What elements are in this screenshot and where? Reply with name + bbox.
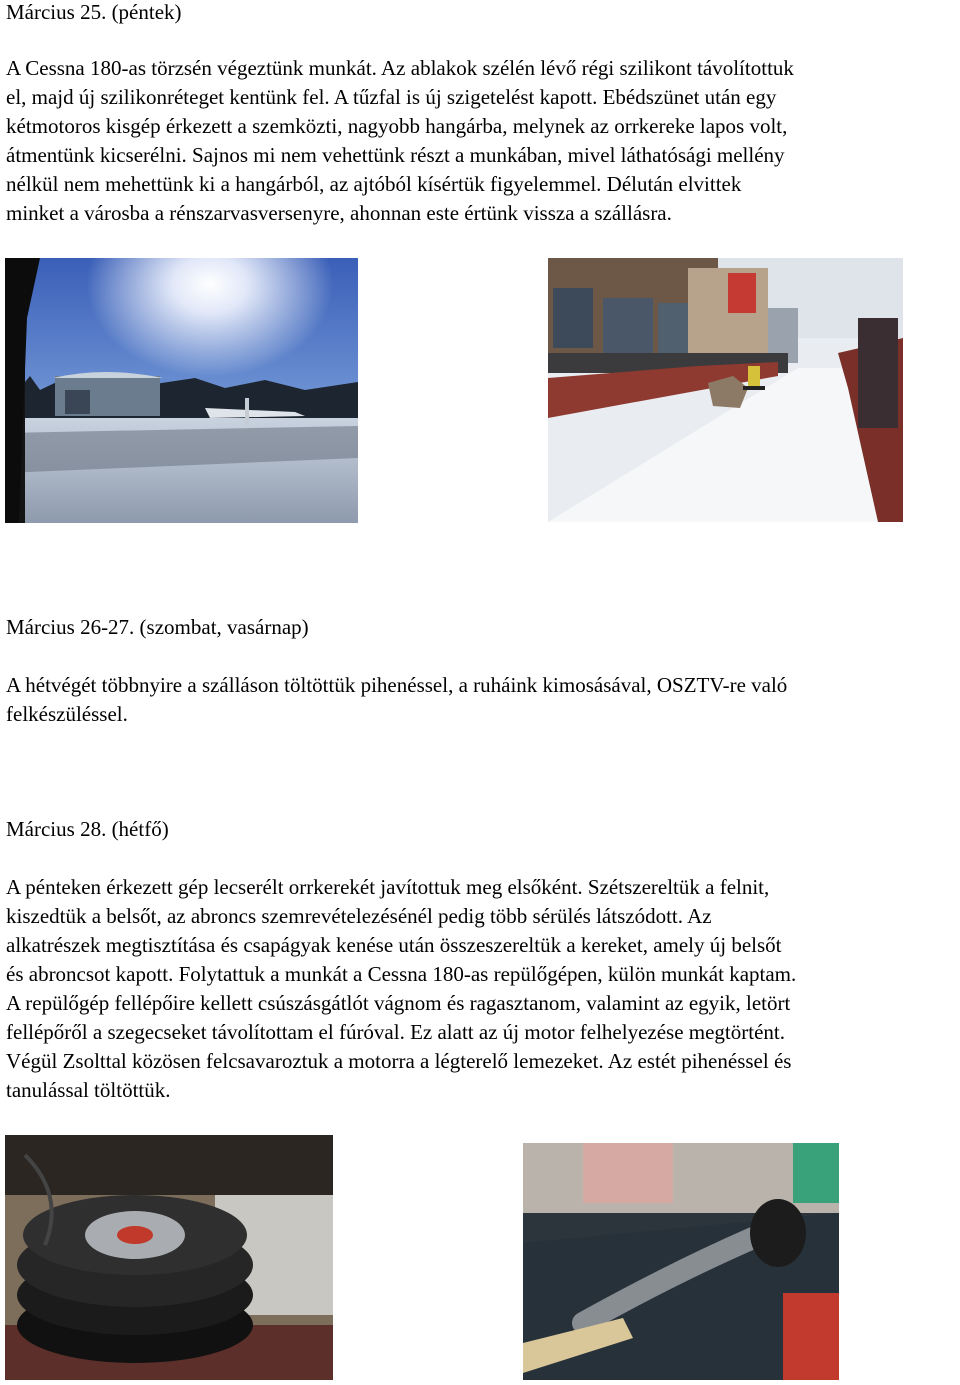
paragraph-line: tanulással töltöttük.	[6, 1078, 171, 1102]
photo-reindeer-race	[548, 258, 903, 522]
paragraph-line: alkatrészek megtisztítása és csapágyak kenése után összeszereltük a kereket, amely új belsőt	[6, 933, 782, 957]
photo-step-drilling	[523, 1143, 839, 1380]
section-heading-march-25: Március 25. (péntek)	[6, 0, 182, 24]
paragraph-line: kiszedtük a belsőt, az abroncs szemrevételezésénél pedig több sérülés látszódott. Az	[6, 904, 712, 928]
section-heading-march-28: Március 28. (hétfő)	[6, 817, 169, 841]
paragraph-line: A repülőgép fellépőire kellett csúszásgátlót vágnom és ragasztanom, valamint az egyik, letört	[6, 991, 791, 1015]
paragraph-line: Végül Zsolttal közösen felcsavaroztuk a motorra a légterelő lemezeket. Az estét pihenéssel és	[6, 1049, 792, 1073]
paragraph-line: nélkül nem mehettünk ki a hangárból, az ajtóból kísértük figyelemmel. Délután elvittek	[6, 172, 742, 196]
paragraph-line: és abroncsot kapott. Folytattuk a munkát a Cessna 180-as repülőgépen, külön munkát kaptam.	[6, 962, 797, 986]
section-heading-march-26-27: Március 26-27. (szombat, vasárnap)	[6, 615, 309, 639]
photo-aircraft-wheel	[5, 1135, 333, 1380]
photo-airfield-hangar	[5, 258, 358, 523]
paragraph-line: fellépőről a szegecseket távolítottam el fúróval. Ez alatt az új motor felhelyezése megtörtént.	[6, 1020, 785, 1044]
paragraph-line: A Cessna 180-as törzsén végeztünk munkát. Az ablakok szélén lévő régi szilikont távolítottuk	[6, 56, 794, 80]
paragraph-line: átmentünk kicserélni. Sajnos mi nem vehettünk részt a munkában, mivel láthatósági mellény	[6, 143, 785, 167]
paragraph-line: A pénteken érkezett gép lecserélt orrkerekét javítottuk meg elsőként. Szétszereltük a felnit,	[6, 875, 770, 899]
paragraph-line: kétmotoros kisgép érkezett a szemközti, nagyobb hangárba, melynek az orrkereke lapos volt,	[6, 114, 788, 138]
paragraph-line: minket a városba a rénszarvasversenyre, ahonnan este értünk vissza a szállásra.	[6, 201, 672, 225]
paragraph-line: el, majd új szilikonréteget kentünk fel. A tűzfal is új szigetelést kapott. Ebédszünet után egy	[6, 85, 777, 109]
paragraph-line: A hétvégét többnyire a szálláson töltöttük pihenéssel, a ruháink kimosásával, OSZTV-re való	[6, 673, 788, 697]
paragraph-line: felkészüléssel.	[6, 702, 128, 726]
